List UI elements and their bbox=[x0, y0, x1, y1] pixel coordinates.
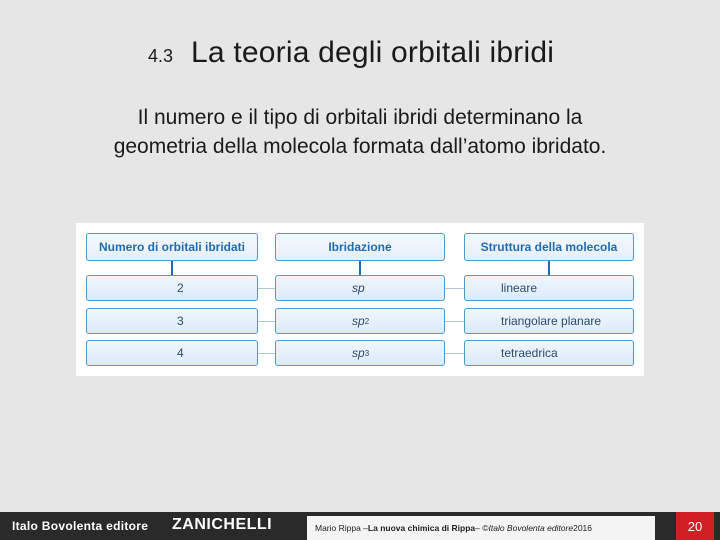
table-row-hybridization bbox=[275, 340, 445, 366]
table-row-count: 2 bbox=[86, 275, 258, 301]
hybrid-label: sp bbox=[352, 346, 365, 360]
hybrid-exponent: 3 bbox=[364, 348, 370, 358]
zanichelli-logo: ZANICHELLI bbox=[172, 516, 273, 533]
table-row-structure: tetraedrica bbox=[464, 340, 634, 366]
slide-title bbox=[148, 36, 554, 70]
connector-line bbox=[359, 261, 361, 275]
page-title: La teoria degli orbitali ibridi bbox=[191, 36, 555, 69]
slide-subtitle: Il numero e il tipo di orbitali ibridi determinano la geometria della molecola formata dall’atomo ibridato. bbox=[113, 106, 607, 158]
table-row-count: 4 bbox=[86, 340, 258, 366]
row-divider bbox=[445, 288, 464, 289]
connector-line bbox=[171, 261, 173, 275]
table-row-count: 3 bbox=[86, 308, 258, 334]
table-row-structure: triangolare planare bbox=[464, 308, 634, 334]
credit-line bbox=[307, 516, 655, 540]
hybrid-exponent: 2 bbox=[364, 316, 370, 326]
table-row-hybridization bbox=[275, 308, 445, 334]
row-divider bbox=[258, 288, 275, 289]
credit-publisher: Italo Bovolenta editore bbox=[488, 523, 574, 533]
header-molecule-structure: Struttura della molecola bbox=[464, 233, 634, 261]
publisher-logo: Italo Bovolenta editore bbox=[12, 519, 149, 533]
hybrid-label: sp bbox=[352, 281, 365, 295]
row-divider bbox=[445, 353, 464, 354]
credit-book: La nuova chimica di Rippa bbox=[367, 523, 476, 533]
slide-footer bbox=[0, 512, 720, 540]
section-number: 4.3 bbox=[148, 46, 174, 66]
row-divider bbox=[258, 353, 275, 354]
table-row-structure: lineare bbox=[464, 275, 634, 301]
hybrid-label: sp bbox=[352, 314, 365, 328]
table-row-hybridization bbox=[275, 275, 445, 301]
header-hybridization: Ibridazione bbox=[275, 233, 445, 261]
header-orbital-count: Numero di orbitali ibridati bbox=[86, 233, 258, 261]
row-divider bbox=[258, 321, 275, 322]
credit-year: 2016 bbox=[573, 523, 593, 533]
credit-sep: – © bbox=[475, 523, 489, 533]
row-divider bbox=[445, 321, 464, 322]
page-number: 20 bbox=[676, 512, 714, 540]
connector-line bbox=[548, 261, 550, 275]
hybridization-table bbox=[76, 223, 644, 376]
credit-author: Mario Rippa – bbox=[315, 523, 368, 533]
